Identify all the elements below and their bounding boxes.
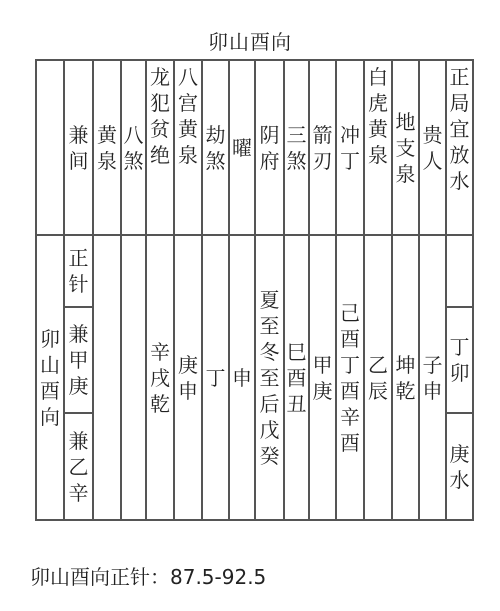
cell-longfan: 辛戌乾 (146, 235, 174, 520)
cell-jiesha: 丁 (202, 235, 229, 520)
page-title: 卯山酉向 (208, 30, 292, 54)
sub-label-jian-jiageng: 兼甲庚 (64, 307, 93, 413)
sub-label-zhengzhen: 正针 (64, 235, 93, 307)
cell-huangquan (93, 235, 121, 520)
header-basha: 八煞 (121, 60, 146, 235)
header-dizhi: 地支泉 (392, 60, 419, 235)
cell-chongding: 己酉丁酉辛酉 (336, 235, 364, 520)
cell-sansha: 巳酉丑 (284, 235, 309, 520)
header-bagong: 八宫黄泉 (174, 60, 202, 235)
cell-guiren: 子申 (419, 235, 446, 520)
cell-fangshui-1: 丁卯 (446, 307, 473, 413)
header-sansha: 三煞 (284, 60, 309, 235)
cell-dizhi: 坤乾 (392, 235, 419, 520)
cell-jianren: 甲庚 (309, 235, 336, 520)
header-fangshui: 正局宜放水 (446, 60, 473, 235)
footer-note: 卯山酉向正针：87.5-92.5 (30, 565, 267, 589)
header-huangquan: 黄泉 (93, 60, 121, 235)
sub-label-jian-yixin: 兼乙辛 (64, 413, 93, 520)
row-label: 卯山酉向 (36, 235, 64, 520)
cell-fangshui-2: 庚水 (446, 413, 473, 520)
cell-baihu: 乙辰 (364, 235, 392, 520)
cell-basha (121, 235, 146, 520)
cell-yinfu: 夏至冬至后戊癸 (255, 235, 284, 520)
header-jianren: 箭刃 (309, 60, 336, 235)
header-yao: 曜 (229, 60, 255, 235)
corner-cell (36, 60, 64, 235)
cell-yao: 申 (229, 235, 255, 520)
header-yinfu: 阴府 (255, 60, 284, 235)
cell-bagong: 庚申 (174, 235, 202, 520)
header-jiesha: 劫煞 (202, 60, 229, 235)
header-baihu: 白虎黄泉 (364, 60, 392, 235)
header-chongding: 冲丁 (336, 60, 364, 235)
cell-fangshui-empty (446, 235, 473, 307)
header-longfan: 龙犯贫绝 (146, 60, 174, 235)
header-guiren: 贵人 (419, 60, 446, 235)
dragon-table (35, 59, 474, 521)
header-jianjian: 兼间 (64, 60, 93, 235)
